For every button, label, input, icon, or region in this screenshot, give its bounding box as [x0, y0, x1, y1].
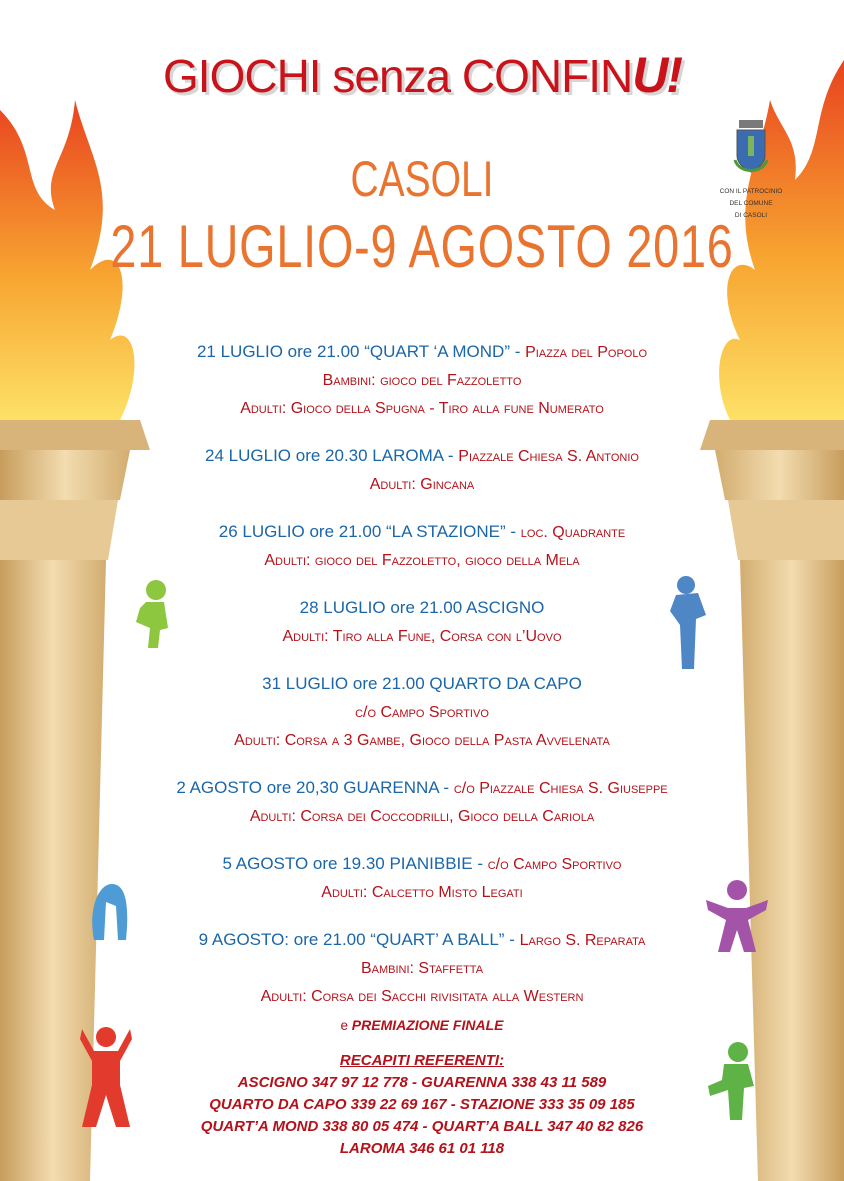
patronage-line: DEL COMUNE [729, 200, 773, 207]
event-activity: Adulti: gioco del Fazzoletto, gioco della Mela [264, 552, 580, 569]
event-block [100, 774, 744, 831]
city-heading: CASOLI [350, 151, 494, 207]
event-line [100, 983, 744, 1011]
event-line [100, 926, 744, 955]
event-venue: c/o Campo Sportivo [487, 856, 622, 873]
event-line [100, 442, 744, 471]
event-date-location: 28 LUGLIO ore 21.00 ASCIGNO [299, 598, 545, 617]
event-activity: Bambini: gioco del Fazzoletto [322, 372, 522, 389]
event-line [100, 594, 744, 623]
patronage-line: DI CASOLI [734, 212, 768, 219]
event-block [100, 594, 744, 651]
event-dates: 21 LUGLIO-9 AGOSTO 2016 [110, 213, 734, 280]
event-line [100, 850, 744, 879]
event-date-location: 5 AGOSTO ore 19.30 PIANIBBIE - [222, 854, 488, 873]
event-block [100, 850, 744, 907]
event-line [100, 518, 744, 547]
contact-line: QUARTO DA CAPO 339 22 69 167 - STAZIONE 333 35 09 185 [209, 1096, 635, 1113]
event-block [100, 442, 744, 499]
event-block [100, 670, 744, 755]
final-award: PREMIAZIONE FINALE [351, 1017, 504, 1033]
event-line [100, 955, 744, 983]
event-date-location: 24 LUGLIO ore 20.30 LAROMA - [205, 446, 459, 465]
event-activity: Adulti: Tiro alla Fune, Corsa con l’Uovo [282, 628, 562, 645]
event-date-location: 21 LUGLIO ore 21.00 “QUART ‘A MOND” - [196, 342, 526, 361]
event-activity: Adulti: Gioco della Spugna - Tiro alla fune Numerato [240, 400, 604, 417]
event-activity: Bambini: Staffetta [360, 960, 484, 977]
event-line [100, 803, 744, 831]
event-activity: Adulti: Gincana [369, 476, 475, 493]
event-venue: Piazzale Chiesa S. Antonio [458, 448, 639, 465]
event-date-location: 2 AGOSTO ore 20,30 GUARENNA - [176, 778, 454, 797]
event-line [100, 670, 744, 699]
contact-line: ASCIGNO 347 97 12 778 - GUARENNA 338 43 11 589 [237, 1074, 607, 1091]
event-activity: c/o Campo Sportivo [355, 704, 489, 721]
contact-line: LAROMA 346 61 01 118 [339, 1140, 505, 1157]
event-line [100, 471, 744, 499]
event-line [100, 727, 744, 755]
event-line [100, 395, 744, 423]
title-accent: U! [632, 47, 681, 103]
poster-title [0, 46, 844, 104]
event-date-location: 26 LUGLIO ore 21.00 “LA STAZIONE” - [218, 522, 521, 541]
event-venue: c/o Piazzale Chiesa S. Giuseppe [453, 780, 668, 797]
event-date-location: 9 AGOSTO: ore 21.00 “QUART’ A BALL” - [198, 930, 520, 949]
event-block [100, 338, 744, 423]
event-line [100, 367, 744, 395]
event-line [100, 774, 744, 803]
event-activity: Adulti: Corsa dei Sacchi rivisitata alla Western [260, 988, 584, 1005]
contacts-block [100, 1050, 744, 1160]
event-block [100, 926, 744, 1040]
event-line [100, 623, 744, 651]
event-activity: Adulti: Calcetto Misto Legati [321, 884, 523, 901]
event-line [100, 1011, 744, 1040]
event-venue: Largo S. Reparata [519, 932, 646, 949]
event-date-location: 31 LUGLIO ore 21.00 QUARTO DA CAPO [262, 674, 582, 693]
event-line [100, 338, 744, 367]
patronage-line: CON IL PATROCINIO [719, 188, 783, 195]
contacts-header: RECAPITI REFERENTI: [339, 1052, 505, 1069]
event-line [100, 547, 744, 575]
event-line [100, 699, 744, 727]
event-block [100, 518, 744, 575]
event-activity: Adulti: Corsa a 3 Gambe, Gioco della Pasta Avvelenata [234, 732, 610, 749]
title-main: GIOCHI senza CONFIN [163, 50, 633, 102]
contact-line: QUART’A MOND 338 80 05 474 - QUART’A BALL 347 40 82 826 [200, 1118, 644, 1135]
event-activity: Adulti: Corsa dei Coccodrilli, Gioco della Cariola [249, 808, 595, 825]
events-list [100, 338, 744, 1040]
event-line [100, 879, 744, 907]
event-venue: loc. Quadrante [520, 524, 626, 541]
event-venue: Piazza del Popolo [525, 344, 648, 361]
final-prefix: e [340, 1018, 352, 1033]
